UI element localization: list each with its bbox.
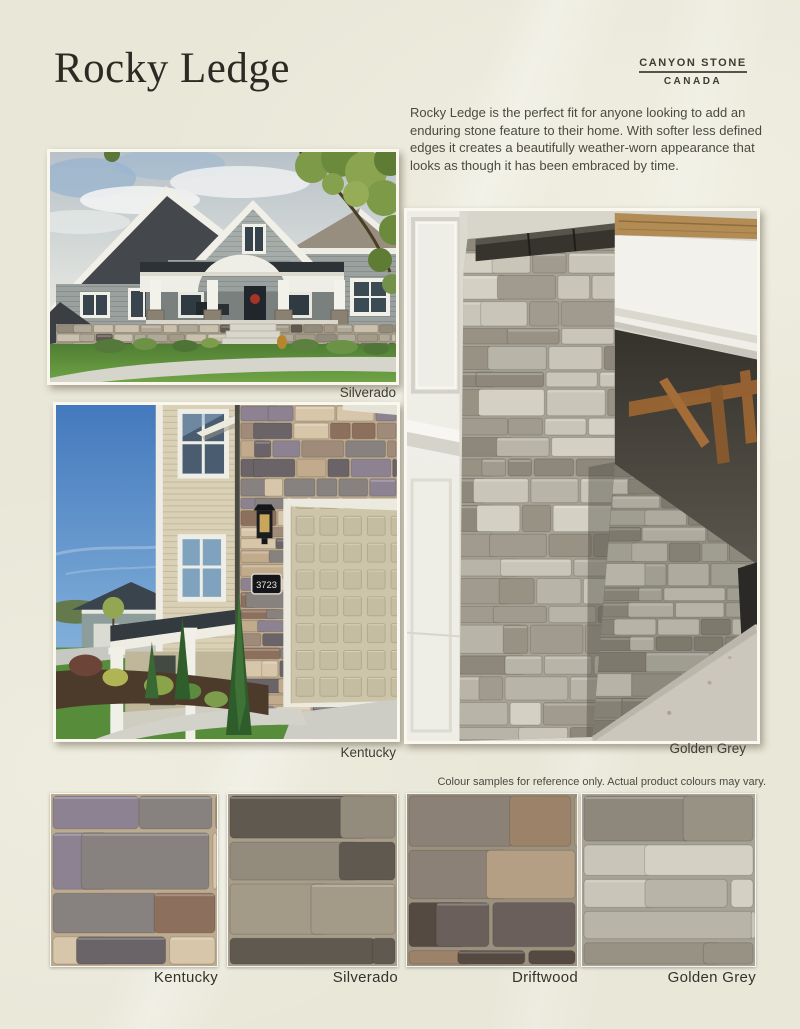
sample-label-driftwood: Driftwood bbox=[511, 969, 578, 986]
disclaimer-note: Colour samples for reference only. Actual product colours may vary. bbox=[437, 776, 766, 788]
brand-country: CANADA bbox=[663, 76, 723, 87]
sample-label-kentucky: Kentucky bbox=[153, 969, 218, 986]
sample-swatch-golden-grey bbox=[581, 793, 756, 967]
house-number-plaque bbox=[252, 574, 282, 594]
photo-label-silverado: Silverado bbox=[339, 385, 396, 400]
photo-kentucky bbox=[53, 402, 400, 742]
sample-label-golden-grey: Golden Grey bbox=[667, 969, 756, 986]
silverado-house-illustration bbox=[50, 152, 396, 382]
photo-silverado bbox=[47, 149, 399, 385]
sample-swatch-kentucky bbox=[50, 793, 218, 967]
sample-label-silverado: Silverado bbox=[332, 969, 398, 986]
intro-paragraph: Rocky Ledge is the perfect fit for anyone looking to add an enduring stone feature to their home. With softer less defined edges it creates a beautifully weather-worn appearance that looks as though it has been embraced by time. bbox=[410, 105, 762, 173]
page-title: Rocky Ledge bbox=[54, 45, 290, 92]
sample-swatch-driftwood bbox=[406, 793, 578, 967]
brand-rule-line bbox=[639, 71, 747, 73]
kentucky-house-illustration bbox=[56, 405, 397, 739]
golden-grey-stone-texture bbox=[582, 794, 755, 966]
silverado-stone-texture bbox=[228, 794, 397, 966]
house-number-text: 3723 bbox=[256, 578, 277, 590]
golden-grey-pillar-illustration bbox=[407, 211, 757, 741]
sample-swatch-silverado bbox=[227, 793, 398, 967]
kentucky-stone-texture bbox=[51, 794, 217, 966]
driftwood-stone-texture bbox=[407, 794, 577, 966]
brand-name: CANYON STONE bbox=[639, 57, 747, 69]
photo-golden-grey bbox=[404, 208, 760, 744]
photo-label-golden-grey: Golden Grey bbox=[669, 741, 746, 756]
photo-label-kentucky: Kentucky bbox=[340, 745, 396, 760]
brand-logo bbox=[639, 57, 747, 87]
